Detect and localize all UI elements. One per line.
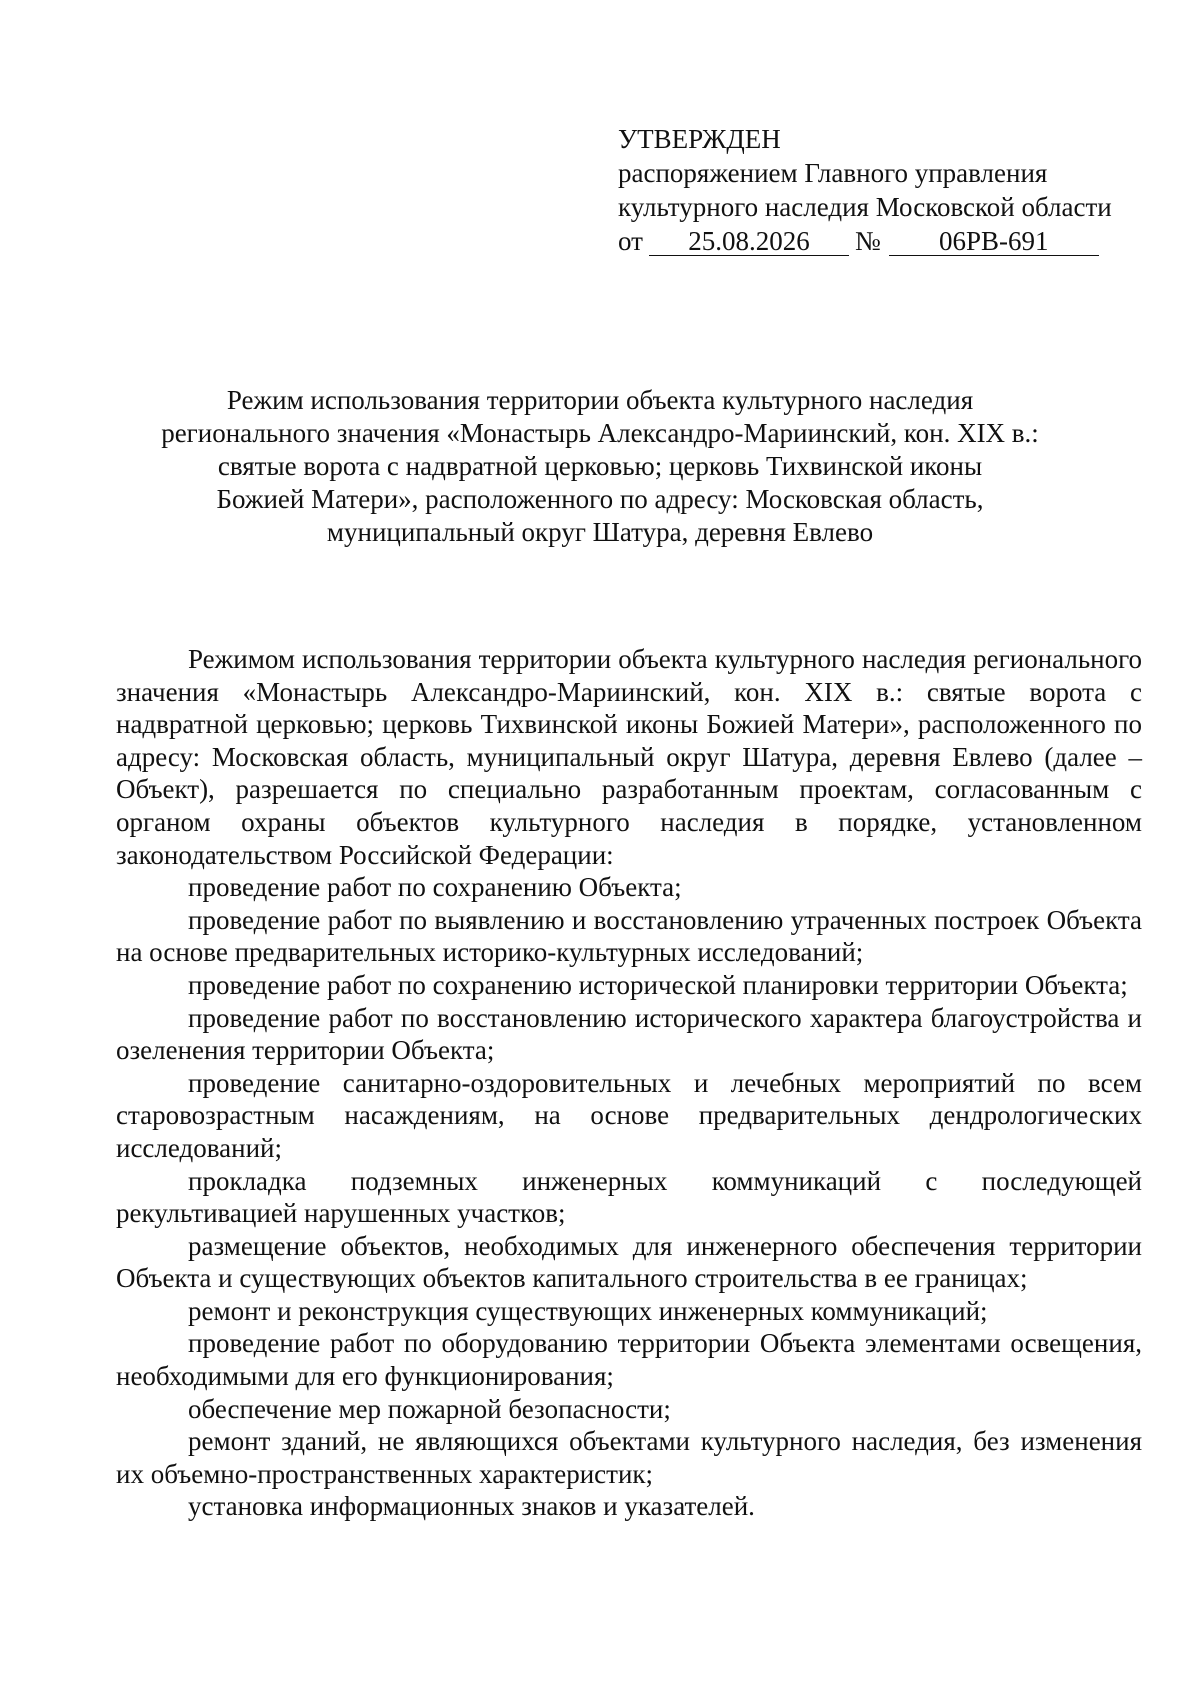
- list-item: ремонт и реконструкция существующих инженерных коммуникаций;: [188, 1295, 988, 1326]
- approval-line-2: культурного наследия Московской области: [618, 192, 1112, 222]
- list-item: проведение работ по сохранению исторической планировки территории Объекта;: [188, 969, 1128, 1000]
- list-item: проведение работ по сохранению Объекта;: [188, 872, 682, 903]
- list-item: прокладка подземных инженерных коммуникаций с последующей рекультивацией нарушенных участков;: [116, 1165, 1142, 1229]
- list-item: установка информационных знаков и указателей.: [188, 1491, 755, 1522]
- intro-paragraph: Режимом использования территории объекта культурного наследия регионального значения «Монастырь Александро-Мариинский, кон. XIX в.: святые ворота с надвратной церковью; церковь Тихвинской иконы Божией Матери», расположенного по адресу: Московская область, муниципальный округ Шатура, деревня Евлево (далее – Объект), разрешается по специально разработанным проектам, согласованным с органом охраны объектов культурного наследия в порядке, установленном законодательством Российской Федерации:: [116, 644, 1142, 870]
- list-item: размещение объектов, необходимых для инженерного обеспечения территории Объекта и существующих объектов капитального строительства в ее границах;: [116, 1230, 1142, 1294]
- title-line: Божией Матери», расположенного по адресу: Московская область,: [216, 484, 984, 514]
- title-line: муниципальный округ Шатура, деревня Евлево: [326, 517, 874, 547]
- approval-number: 06РВ-691: [889, 227, 1099, 256]
- approval-stamp: [618, 122, 1138, 258]
- title-line: святые ворота с надвратной церковью; церковь Тихвинской иконы: [217, 451, 983, 481]
- title-line: регионального значения «Монастырь Александро-Мариинский, кон. XIX в.:: [161, 418, 1039, 448]
- list-item: проведение работ по выявлению и восстановлению утраченных построек Объекта на основе предварительных историко-культурных исследований;: [116, 904, 1142, 968]
- approval-line-1: распоряжением Главного управления: [618, 158, 1048, 188]
- number-label: №: [854, 226, 881, 256]
- list-item: обеспечение мер пожарной безопасности;: [188, 1393, 671, 1424]
- approval-date: 25.08.2026: [649, 227, 849, 256]
- list-item: проведение работ по оборудованию территории Объекта элементами освещения, необходимыми для его функционирования;: [116, 1328, 1142, 1392]
- list-item: проведение санитарно-оздоровительных и лечебных мероприятий по всем старовозрастным насаждениям, на основе предварительных дендрологических исследований;: [116, 1067, 1142, 1163]
- list-item: проведение работ по восстановлению исторического характера благоустройства и озеленения территории Объекта;: [116, 1002, 1142, 1066]
- document-title: [130, 384, 1070, 549]
- document-body: [116, 643, 1142, 1523]
- date-prefix: от: [618, 226, 643, 256]
- approval-heading: УТВЕРЖДЕН: [618, 124, 781, 154]
- approval-date-row: [618, 224, 1138, 258]
- title-line: Режим использования территории объекта культурного наследия: [226, 385, 974, 415]
- list-item: ремонт зданий, не являющихся объектами культурного наследия, без изменения их объемно-пространственных характеристик;: [116, 1426, 1142, 1489]
